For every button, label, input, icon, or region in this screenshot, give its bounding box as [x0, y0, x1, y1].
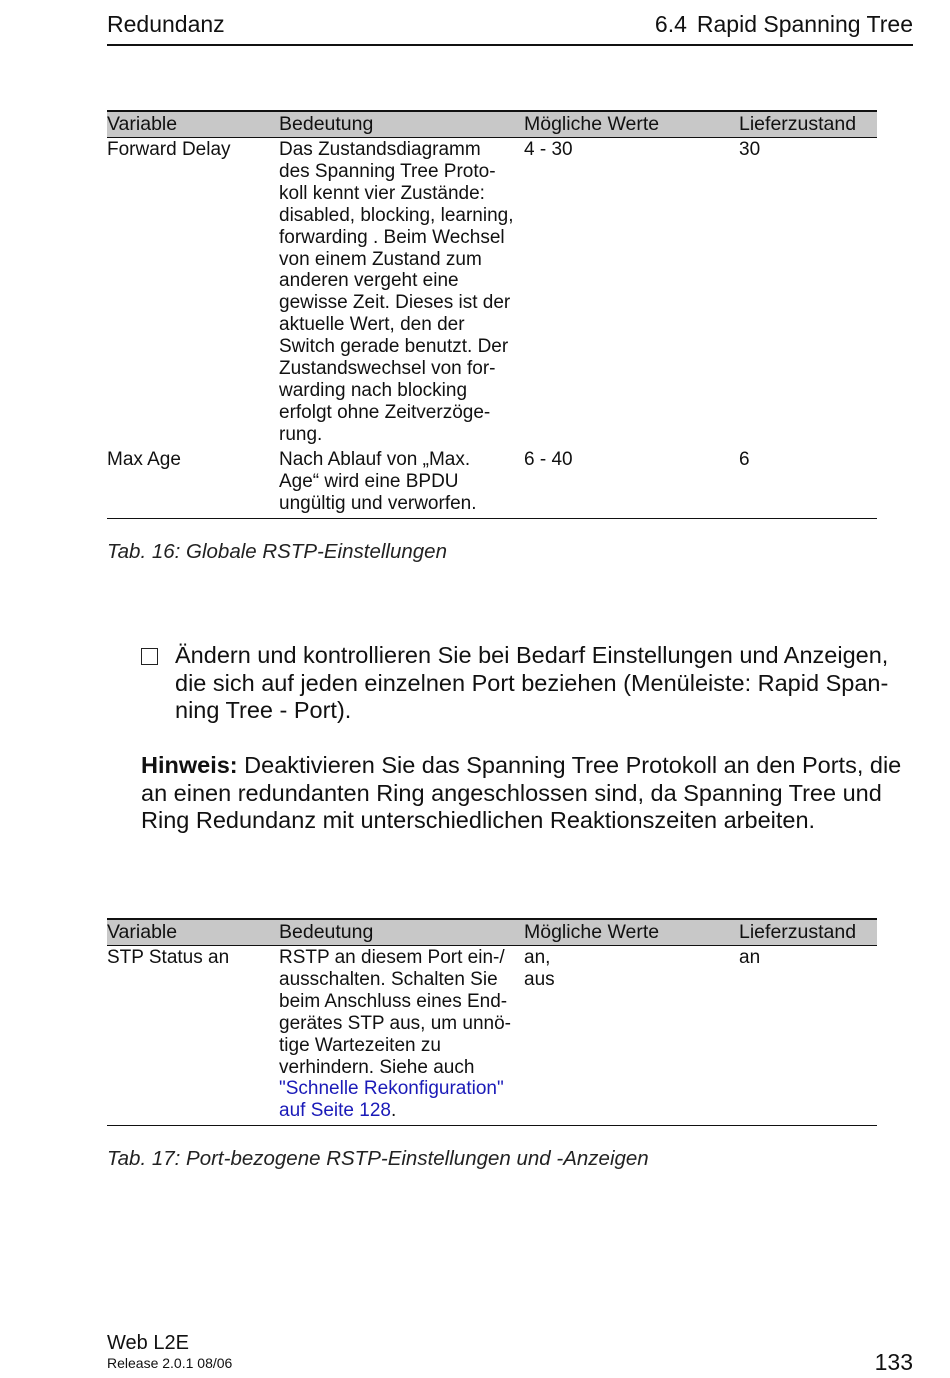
- note-text: Deaktivieren Sie das Spanning Tree Protokoll an den Ports, die: [237, 752, 902, 778]
- table-row: [107, 449, 877, 518]
- cell-values: [524, 947, 555, 991]
- table-global-rstp: [107, 110, 877, 519]
- paragraph-line: Ändern und kontrollieren Sie bei Bedarf Einstellungen und Anzeigen,: [175, 642, 889, 668]
- table-port-rstp: [107, 918, 877, 1126]
- meaning-line: gerätes STP aus, um unnö-: [279, 1012, 511, 1034]
- cell-meaning: [279, 139, 524, 446]
- meaning-line: ungültig und verworfen.: [279, 492, 477, 514]
- checkbox-bullet-icon: [141, 648, 158, 665]
- table-caption: Tab. 17: Port-bezogene RSTP-Einstellungen und -Anzeigen: [107, 1147, 649, 1170]
- table-caption: Tab. 16: Globale RSTP-Einstellungen: [107, 540, 447, 563]
- table-header: [107, 918, 877, 946]
- cell-meaning: [279, 449, 524, 515]
- col-values: Mögliche Werte: [524, 113, 660, 135]
- meaning-line: [279, 1100, 524, 1122]
- section-heading: [655, 11, 913, 38]
- cell-default: an: [739, 947, 761, 968]
- cell-values: 4 - 30: [524, 139, 573, 160]
- value-line: an,: [524, 947, 551, 968]
- col-meaning: Bedeutung: [279, 921, 374, 943]
- section-number: 6.4: [654, 11, 687, 37]
- section-title: Rapid Spanning Tree: [696, 11, 913, 37]
- table-bottom-rule: [107, 518, 877, 519]
- table-bottom-rule: [107, 1125, 877, 1126]
- meaning-line: verhindern. Siehe auch: [279, 1056, 475, 1078]
- meaning-line: Age“ wird eine BPDU: [279, 470, 459, 492]
- meaning-line: gewisse Zeit. Dieses ist der: [279, 292, 511, 314]
- meaning-line: Das Zustandsdiagramm: [279, 139, 481, 160]
- meaning-line: rung.: [279, 423, 323, 445]
- instruction-paragraph: [175, 642, 915, 725]
- meaning-line: Nach Ablauf von „Max.: [279, 449, 471, 470]
- meaning-line: RSTP an diesem Port ein-/: [279, 947, 505, 968]
- col-values: Mögliche Werte: [524, 921, 660, 943]
- paragraph-line: ning Tree - Port).: [175, 697, 352, 723]
- meaning-line: Zustandswechsel von for-: [279, 358, 496, 380]
- cell-variable: STP Status an: [107, 947, 230, 968]
- meaning-line: tige Wartezeiten zu: [279, 1034, 441, 1056]
- footer-release: Release 2.0.1 08/06: [107, 1355, 233, 1371]
- paragraph-line: an einen redundanten Ring angeschlossen sind, da Spanning Tree und: [141, 779, 882, 806]
- meaning-line: ausschalten. Schalten Sie: [279, 968, 498, 990]
- page-number: 133: [874, 1349, 913, 1375]
- note-paragraph: [141, 752, 916, 835]
- meaning-line: Switch gerade benutzt. Der: [279, 336, 509, 358]
- cell-variable: Max Age: [107, 449, 181, 470]
- col-meaning: Bedeutung: [279, 113, 374, 135]
- meaning-line: forwarding . Beim Wechsel: [279, 226, 505, 248]
- note-label: Hinweis:: [141, 752, 238, 778]
- meaning-line: beim Anschluss eines End-: [279, 990, 508, 1012]
- cross-reference-link[interactable]: "Schnelle Rekonfiguration": [279, 1078, 504, 1100]
- table-row: [107, 139, 877, 449]
- paragraph-line: [141, 752, 916, 780]
- table-header: [107, 110, 877, 138]
- col-default: Lieferzustand: [739, 113, 857, 135]
- cell-meaning: [279, 947, 524, 1122]
- cell-values: 6 - 40: [524, 449, 573, 470]
- cell-default: 30: [739, 139, 761, 160]
- footer-product: Web L2E: [107, 1332, 189, 1354]
- col-variable: Variable: [107, 113, 178, 135]
- col-default: Lieferzustand: [739, 921, 857, 943]
- cross-reference-link[interactable]: auf Seite 128: [279, 1100, 391, 1122]
- header-rule: [107, 44, 913, 46]
- table-row: [107, 947, 877, 1125]
- link-suffix: .: [390, 1100, 397, 1122]
- chapter-title: Redundanz: [107, 11, 225, 37]
- meaning-line: disabled, blocking, learning,: [279, 204, 514, 226]
- meaning-line: erfolgt ohne Zeitverzöge-: [279, 401, 491, 423]
- meaning-line: des Spanning Tree Proto-: [279, 160, 496, 182]
- cell-default: 6: [739, 449, 750, 470]
- paragraph-line: Ring Redundanz mit unterschiedlichen Reaktionszeiten arbeiten.: [141, 807, 816, 833]
- cell-variable: Forward Delay: [107, 139, 231, 160]
- col-variable: Variable: [107, 921, 178, 943]
- paragraph-line: die sich auf jeden einzelnen Port beziehen (Menüleiste: Rapid Span-: [175, 669, 889, 696]
- meaning-line: von einem Zustand zum: [279, 248, 482, 270]
- meaning-line: aktuelle Wert, den der: [279, 314, 465, 336]
- meaning-line: warding nach blocking: [279, 379, 468, 401]
- meaning-line: anderen vergeht eine: [279, 270, 459, 292]
- meaning-line: koll kennt vier Zustände:: [279, 182, 485, 204]
- value-line: aus: [524, 968, 555, 990]
